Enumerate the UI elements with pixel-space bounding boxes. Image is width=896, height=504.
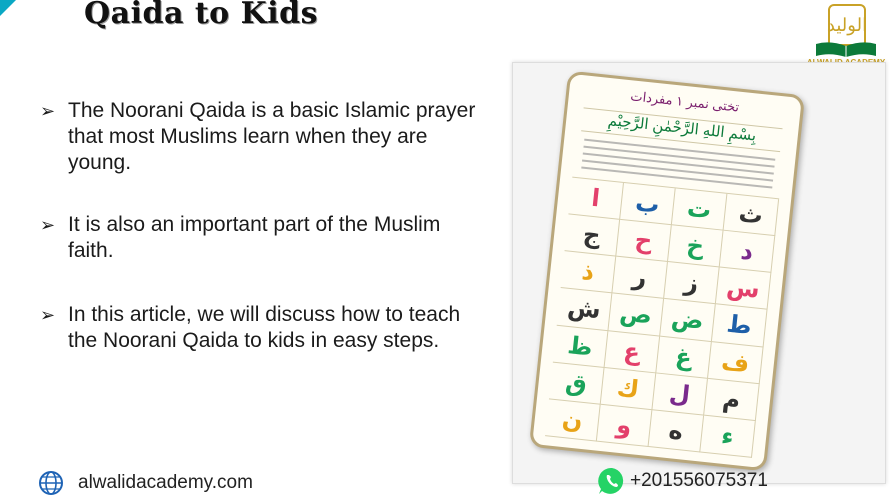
bullet-text: In this article, we will discuss how to teach the Noorani Qaida to kids in easy steps. [68, 303, 461, 352]
arrow-bullet-icon: ➢ [40, 305, 56, 325]
arabic-letter-cell: ء [700, 416, 756, 458]
arabic-letter-cell: ض [660, 299, 716, 341]
letter-grid [545, 177, 779, 458]
arabic-letter-cell: ر [612, 257, 668, 299]
qaida-bismillah: بِسْمِ اللهِ الرَّحْمٰنِ الرَّحِيْمِ [581, 107, 782, 152]
page-title: Qaida to Kids [84, 0, 318, 31]
arabic-letter-cell: ذ [561, 251, 617, 293]
arabic-letter-cell: ز [664, 262, 720, 304]
phone-footer[interactable] [596, 464, 768, 498]
globe-icon [38, 470, 64, 496]
whatsapp-icon [596, 465, 628, 497]
arabic-letter-cell: ل [652, 373, 708, 415]
arabic-letter-cell: م [704, 379, 760, 421]
arabic-letter-cell: خ [668, 225, 724, 267]
corner-accent [0, 0, 16, 16]
phone-number[interactable]: +201556075371 [630, 470, 768, 491]
qaida-header: تختی نمبر ١ مفردات [629, 88, 740, 115]
arabic-letter-cell: ث [724, 194, 780, 236]
arabic-letter-cell: ش [557, 288, 613, 330]
qaida-page-image [529, 71, 805, 472]
bullet-item [40, 302, 480, 354]
website-footer[interactable] [38, 468, 253, 498]
bullet-text: The Noorani Qaida is a basic Islamic prayer that most Muslims learn when they are young. [68, 99, 476, 174]
arabic-letter-cell: ط [712, 305, 768, 347]
arabic-letter-cell: ت [672, 188, 728, 230]
arabic-letter-cell: ف [708, 342, 764, 384]
arabic-letter-cell: ع [605, 331, 661, 373]
arabic-letter-cell: ا [568, 178, 624, 220]
arabic-letter-cell: ه [649, 410, 705, 452]
arabic-letter-cell: ظ [553, 325, 609, 367]
arabic-letter-cell: ح [616, 220, 672, 262]
arabic-letter-cell: ن [545, 399, 601, 441]
arabic-letter-cell: ك [601, 368, 657, 410]
arabic-letter-cell: غ [656, 336, 712, 378]
bullet-item [40, 212, 480, 264]
arabic-letter-cell: ق [549, 362, 605, 404]
arabic-letter-cell: ج [564, 215, 620, 257]
arrow-bullet-icon: ➢ [40, 215, 56, 235]
website-link[interactable]: alwalidacademy.com [78, 472, 253, 493]
logo-badge-glyph: الوليد [828, 4, 866, 46]
arabic-letter-cell: ص [608, 294, 664, 336]
arabic-letter-cell: س [716, 268, 772, 310]
open-book-icon [814, 40, 878, 58]
bullet-item [40, 98, 480, 176]
arabic-letter-cell: ب [620, 183, 676, 225]
arabic-letter-cell: د [720, 231, 776, 273]
arabic-letter-cell: و [597, 405, 653, 447]
arrow-bullet-icon: ➢ [40, 101, 56, 121]
bullet-text: It is also an important part of the Muslim faith. [68, 213, 441, 262]
